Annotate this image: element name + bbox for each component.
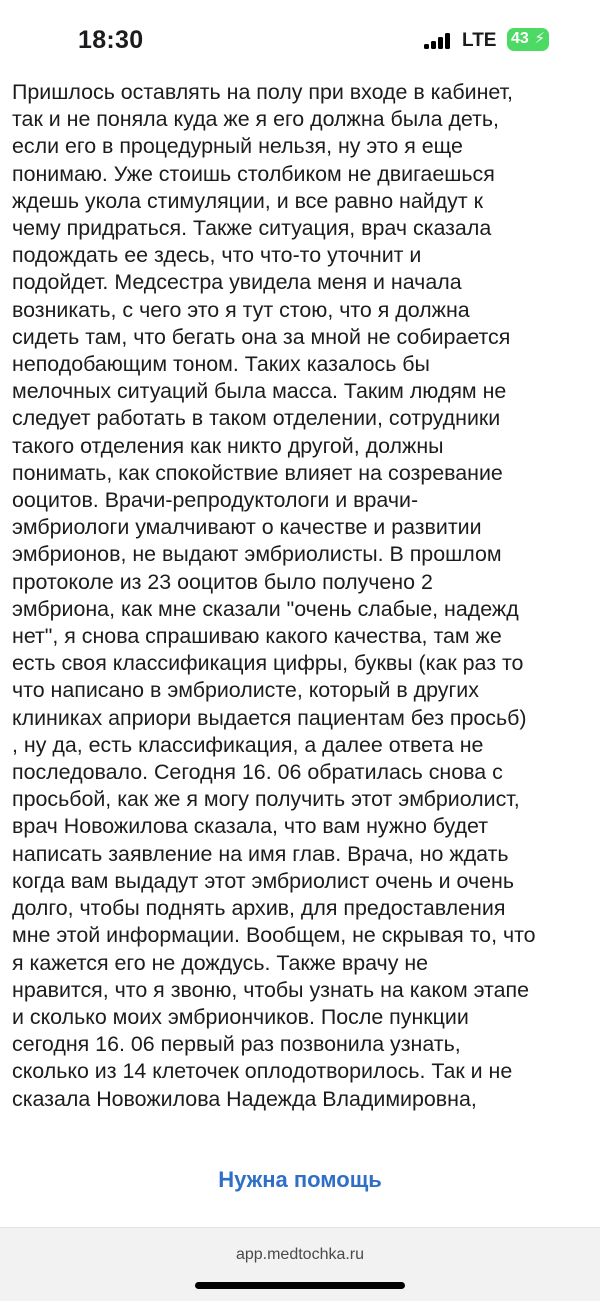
text-line: последовало. Сегодня 16. 06 обратилась снова с (12, 760, 503, 785)
text-line: ждешь укола стимуляции, и все равно найдут к (12, 188, 483, 213)
help-link[interactable]: Нужна помощь (218, 1167, 382, 1192)
text-line: я кажется его не дождусь. Также врачу не (12, 950, 429, 975)
text-line: , ну да, есть классификация, а далее ответа не (12, 732, 484, 757)
text-line: нет", я снова спрашиваю какого качества, там же (12, 624, 502, 649)
text-line: Пришлось оставлять на полу при входе в кабинет, (12, 80, 513, 104)
text-line: такого отделения как никто другой, должны (12, 433, 444, 458)
text-line: и сколько моих эмбриончиков. После пункции (12, 1004, 469, 1029)
home-indicator[interactable] (195, 1282, 405, 1289)
text-line: эмбриологи умалчивают о качестве и развитии (12, 515, 482, 540)
text-line: есть своя классификация цифры, буквы (как раз то (12, 651, 524, 676)
text-line: долго, чтобы поднять архив, для предоставления (12, 896, 506, 921)
text-line: врач Новожилова сказала, что вам нужно будет (12, 814, 489, 839)
text-line: если его в процедурный нельзя, ну это я еще (12, 134, 463, 159)
text-line: написать заявление на имя глав. Врача, но ждать (12, 841, 509, 866)
text-line: возникать, с чего это я тут стою, что я должна (12, 297, 470, 322)
cellular-signal-icon (424, 33, 452, 49)
text-line: сегодня 16. 06 первый раз позвонила узнать, (12, 1032, 461, 1057)
text-line: неподобающим тоном. Таких казалось бы (12, 352, 430, 377)
browser-address-bar (0, 1227, 600, 1301)
text-line: эмбрионов, не выдают эмбриолисты. В прошлом (12, 542, 502, 567)
text-line: нравится, что я звоню, чтобы узнать на каком этапе (12, 977, 529, 1002)
text-line: сколько из 14 клеточек оплодотворилось. Так и не (12, 1059, 513, 1084)
text-line: так и не поняла куда же я его должна была деть, (12, 107, 499, 132)
network-type-label: LTE (462, 30, 497, 51)
url-label[interactable]: app.medtochka.ru (235, 1246, 365, 1263)
text-line: понимаю. Уже стоишь столбиком не двигаешься (12, 161, 495, 186)
text-line: клиниках априори выдается пациентам без просьб) (12, 705, 527, 730)
text-line: эмбриона, как мне сказали "очень слабые, надежд (12, 596, 519, 621)
text-line: следует работать в таком отделении, сотрудники (12, 406, 501, 431)
text-line: просьбой, как же я могу получить этот эмбриолист, (12, 787, 520, 812)
text-line: чему придраться. Также ситуация, врач сказала (12, 216, 492, 241)
text-line: понимать, как спокойствие влияет на созревание (12, 460, 503, 485)
text-line: протоколе из 23 ооцитов было получено 2 (12, 569, 433, 594)
text-line: мне этой информации. Вообщем, не скрывая то, что (12, 923, 536, 948)
review-text (12, 79, 596, 1113)
text-line: мелочных ситуаций была масса. Таким людям не (12, 379, 507, 404)
battery-icon (507, 28, 549, 51)
battery-level: 43 (511, 30, 529, 47)
status-bar (0, 0, 600, 80)
text-line: сказала Новожилова Надежда Владимировна, (12, 1086, 477, 1111)
text-line: подойдет. Медсестра увидела меня и начала (12, 270, 462, 295)
text-line: сидеть там, что бегать она за мной не собирается (12, 324, 511, 349)
status-time: 18:30 (78, 26, 144, 54)
text-line: ооцитов. Врачи-репродуктологи и врачи- (12, 488, 419, 513)
text-line: когда вам выдадут этот эмбриолист очень и очень (12, 868, 514, 893)
text-line: подождать ее здесь, что что-то уточнит и (12, 243, 422, 268)
text-line: что написано в эмбриолисте, который в других (12, 678, 479, 703)
charging-bolt-icon: ⚡ (534, 30, 545, 47)
